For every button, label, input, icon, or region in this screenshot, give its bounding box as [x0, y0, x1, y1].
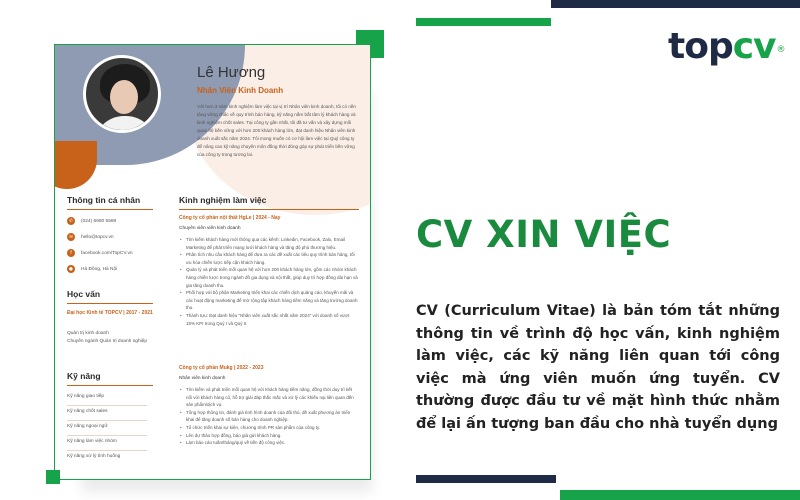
cv-name: Lê Hương: [197, 64, 266, 81]
job-bullet: • Tìm kiếm khách hàng mới thông qua các kênh: Linkedin, Facebook, Zalo, Email Marketing để phát triển mạng lưới khách hàng và tăng độ phủ thương hiệu.: [179, 236, 359, 251]
contact-email-text: hello@topcv.vn: [81, 234, 114, 240]
job-bullet: • Tổ chức triển khai sự kiện, chương trình PR sản phẩm của công ty.: [179, 424, 359, 432]
skills-divider: [67, 385, 153, 386]
contact-facebook: [67, 249, 133, 257]
contact-email: [67, 233, 114, 241]
job-bullet: • Làm báo cáo tuần/tháng/quý về tiến độ công việc.: [179, 439, 359, 447]
cv-summary: Với hơn 3 năm kinh nghiệm làm việc tại vị trí Nhân viên kinh doanh, tôi có nền tảng vững chắc về quy trình bán hàng, kỹ năng nắm bắt tâm lý khách hàng và kinh nghiệm chốt sales. Tại công ty gần nhất, tôi đã tư vấn và xây dựng mối quan hệ bền vững với hơn 200 khách hàng lớn, đạt danh hiệu Nhân viên kinh doanh xuất sắc năm 2024. Tôi mong muốn có cơ hội làm việc tại Quý công ty để nâng cao kỹ năng chuyên môn đồng thời đóng góp sự phát triển bền vững của công ty trong tương lai.: [197, 104, 356, 157]
decor-stripe-navy-top: [551, 0, 800, 8]
experience-divider: [179, 209, 359, 210]
cv-job-title: Nhân Viên Kinh Doanh: [197, 86, 284, 95]
email-icon: ✉: [67, 233, 75, 241]
experience-heading: Kinh nghiệm làm việc: [179, 195, 267, 205]
job-role: Nhân viên kinh doanh: [179, 376, 226, 381]
skill-item: Kỹ năng chốt sales: [67, 409, 108, 414]
logo-text-cv: cv: [732, 26, 776, 67]
personal-info-heading: Thông tin cá nhân: [67, 195, 141, 205]
job-bullet: • Tìm kiếm và phát triển mối quan hệ với khách hàng tiềm năng, đồng thời duy trì kết nối với khách hàng cũ, hỗ trợ giải đáp thắc mắc và xử lý các khiếu nại liên quan đến sản phẩm/dịch vụ.: [179, 386, 359, 409]
contact-location: [67, 265, 117, 273]
job-bullet-list: [179, 236, 359, 327]
logo-text-top: top: [668, 26, 733, 67]
page-headline: CV XIN VIỆC: [416, 213, 672, 256]
job-company: Công ty cổ phần Mukg | 2022 - 2023: [179, 365, 264, 371]
job-bullet: • Phân tích nhu cầu khách hàng để đưa ra các đề xuất các tiêu quy trình bán hàng, tối ưu hóa chiến lược tiếp cận khách hàng.: [179, 251, 359, 266]
skill-item: Kỹ năng ngoại ngữ: [67, 424, 108, 429]
job-bullet: • Tổng hợp thông tin, đánh giá tình hình doanh của đối thủ, đề xuất phương án triển khai để tăng doanh số bán hàng cho doanh nghiệp.: [179, 409, 359, 424]
education-heading: Học vấn: [67, 289, 101, 299]
registered-mark: ®: [776, 45, 786, 55]
skill-divider: [67, 420, 147, 421]
cv-orange-accent: [54, 141, 97, 189]
contact-phone: [67, 217, 116, 225]
contact-phone-text: (024) 6680 5588: [81, 218, 117, 224]
cv-preview-card: [54, 44, 371, 480]
skill-item: Kỹ năng xử lý tình huống: [67, 454, 121, 459]
education-school: Đại học Kinh tế TOPCV | 2017 - 2021: [67, 310, 153, 316]
decor-stripe-green-top: [416, 18, 551, 26]
contact-facebook-text: facebook.com/TopCV.vn: [81, 250, 133, 256]
contact-location-text: Hà Đông, Hà Nội: [81, 266, 118, 272]
skill-divider: [67, 405, 147, 406]
skills-heading: Kỹ năng: [67, 371, 101, 381]
topcv-logo[interactable]: [668, 26, 786, 67]
skill-item: Kỹ năng làm việc nhóm: [67, 439, 117, 444]
skill-divider: [67, 435, 147, 436]
job-bullet: • Quản lý và phát triển mối quan hệ với hơn 200 khách hàng lớn, gồm các nhóm khách hàng chiến lược trong ngành đồ gia dụng và nội thất, giúp duy trì hợp đồng dài hạn và gia tăng doanh thu.: [179, 266, 359, 289]
job-bullet: • Phối hợp với bộ phận Marketing triển khai các chiến dịch quảng cáo, khuyến mãi và các hoạt động marketing để mở rộng tập khách hàng tiềm năng và tăng trưởng doanh thu.: [179, 289, 359, 312]
job-role: Chuyên viên viên kinh doanh: [179, 226, 241, 231]
personal-info-divider: [67, 209, 153, 210]
facebook-icon: f: [67, 249, 75, 257]
skill-item: Kỹ năng giao tiếp: [67, 394, 105, 399]
decor-square-bottom-left: [46, 470, 60, 484]
avatar: [83, 55, 161, 133]
job-bullet: • Thành tựu: Đạt danh hiệu "Nhân viên xuất sắc nhất năm 2024" với doanh số vượt 15% KPI trong Quý I và Quý II.: [179, 312, 359, 327]
education-divider: [67, 303, 153, 304]
location-icon: ●: [67, 265, 75, 273]
page-description: CV (Curriculum Vitae) là bản tóm tắt những thông tin về trình độ học vấn, kinh nghiệm làm việc, các kỹ năng liên quan tới công việc mà ứng viên muốn ứng tuyển. CV thường được đầu tư về mặt hình thức nhằm để lại ấn tượng ban đầu cho nhà tuyển dụng: [416, 303, 780, 432]
decor-stripe-green-bottom: [560, 490, 800, 500]
avatar-face: [110, 80, 138, 114]
job-company: Công ty cổ phần nội thất HgLe | 2024 - Nay: [179, 215, 281, 221]
phone-icon: ✆: [67, 217, 75, 225]
decor-stripe-navy-bottom: [416, 475, 556, 483]
job-bullet-list: [179, 386, 359, 447]
education-detail: Quản trị kinh doanh Chuyên ngành Quản trị doanh nghiệp: [67, 331, 148, 344]
skill-divider: [67, 450, 147, 451]
job-bullet: • Lên dự thảo hợp đồng, báo giá gửi khách hàng.: [179, 432, 359, 440]
